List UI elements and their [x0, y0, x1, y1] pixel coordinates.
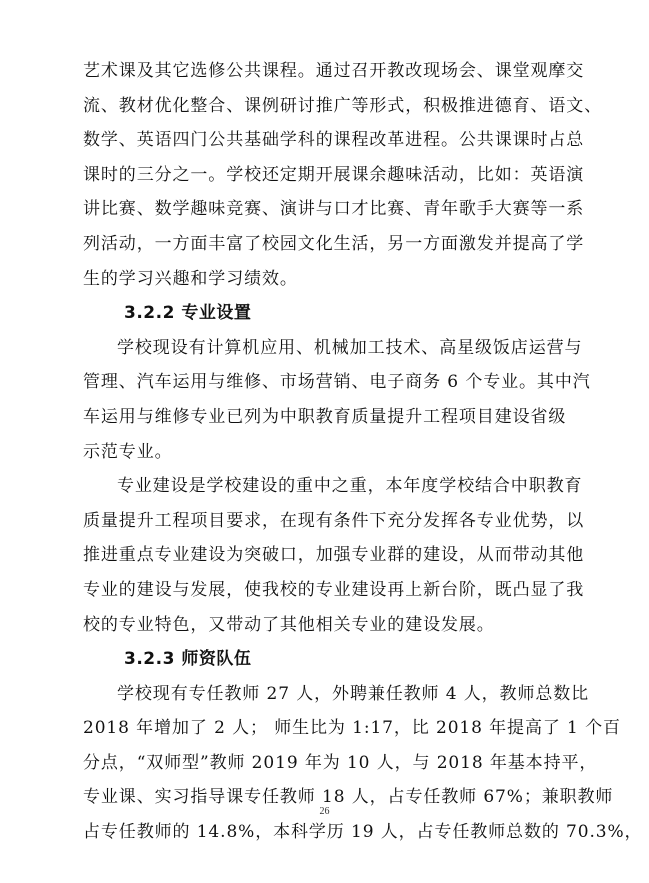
- body-text-line: 质量提升工程项目要求，在现有条件下充分发挥各专业优势，以: [83, 510, 585, 531]
- body-text-line: 专业建设是学校建设的重中之重，本年度学校结合中职教育: [117, 476, 583, 497]
- section-heading: 3.2.3 师资队伍: [124, 649, 252, 670]
- body-text-line: 生的学习兴趣和学习绩效。: [83, 268, 298, 289]
- body-text-line: 学校现设有计算机应用、机械加工技术、高星级饭店运营与: [117, 337, 583, 358]
- body-text-line: 示范专业。: [83, 441, 173, 462]
- body-text-line: 专业的建设与发展，使我校的专业建设再上新台阶，既凸显了我: [83, 579, 585, 600]
- body-text-line: 推进重点专业建设为突破口，加强专业群的建设，从而带动其他: [83, 545, 585, 566]
- body-text-line: 列活动，一方面丰富了校园文化生活，另一方面激发并提高了学: [83, 233, 585, 254]
- body-text-line: 占专任教师的 14.8%，本科学历 19 人，占专任教师总数的 70.3%，: [83, 822, 643, 843]
- body-text-line: 分点，“双师型”教师 2019 年为 10 人，与 2018 年基本持平，: [83, 752, 598, 773]
- body-text-line: 车运用与维修专业已列为中职教育质量提升工程项目建设省级: [83, 406, 567, 427]
- section-heading: 3.2.2 专业设置: [124, 303, 252, 324]
- body-text-line: 流、教材优化整合、课例研讨推广等形式，积极推进德育、语文、: [83, 95, 603, 116]
- body-text-line: 数学、英语四门公共基础学科的课程改革进程。公共课课时占总: [83, 130, 585, 151]
- body-text-line: 讲比赛、数学趣味竞赛、演讲与口才比赛、青年歌手大赛等一系: [83, 199, 585, 220]
- body-text-line: 课时的三分之一。学校还定期开展课余趣味活动，比如：英语演: [83, 164, 585, 185]
- body-text-line: 艺术课及其它选修公共课程。通过召开教改现场会、课堂观摩交: [83, 61, 585, 81]
- body-text-line: 学校现有专任教师 27 人，外聘兼任教师 4 人，教师总数比: [117, 683, 590, 704]
- body-text-line: 校的专业特色，又带动了其他相关专业的建设发展。: [83, 614, 495, 635]
- page-number: 26: [319, 806, 330, 817]
- body-text-line: 管理、汽车运用与维修、市场营销、电子商务 6 个专业。其中汽: [83, 372, 591, 393]
- body-text-line: 2018 年增加了 2 人； 师生比为 1:17，比 2018 年提高了 1 个百: [83, 718, 621, 739]
- body-text-line: 专业课、实习指导课专任教师 18 人，占专任教师 67%；兼职教师: [83, 787, 614, 808]
- document-body: [83, 54, 643, 850]
